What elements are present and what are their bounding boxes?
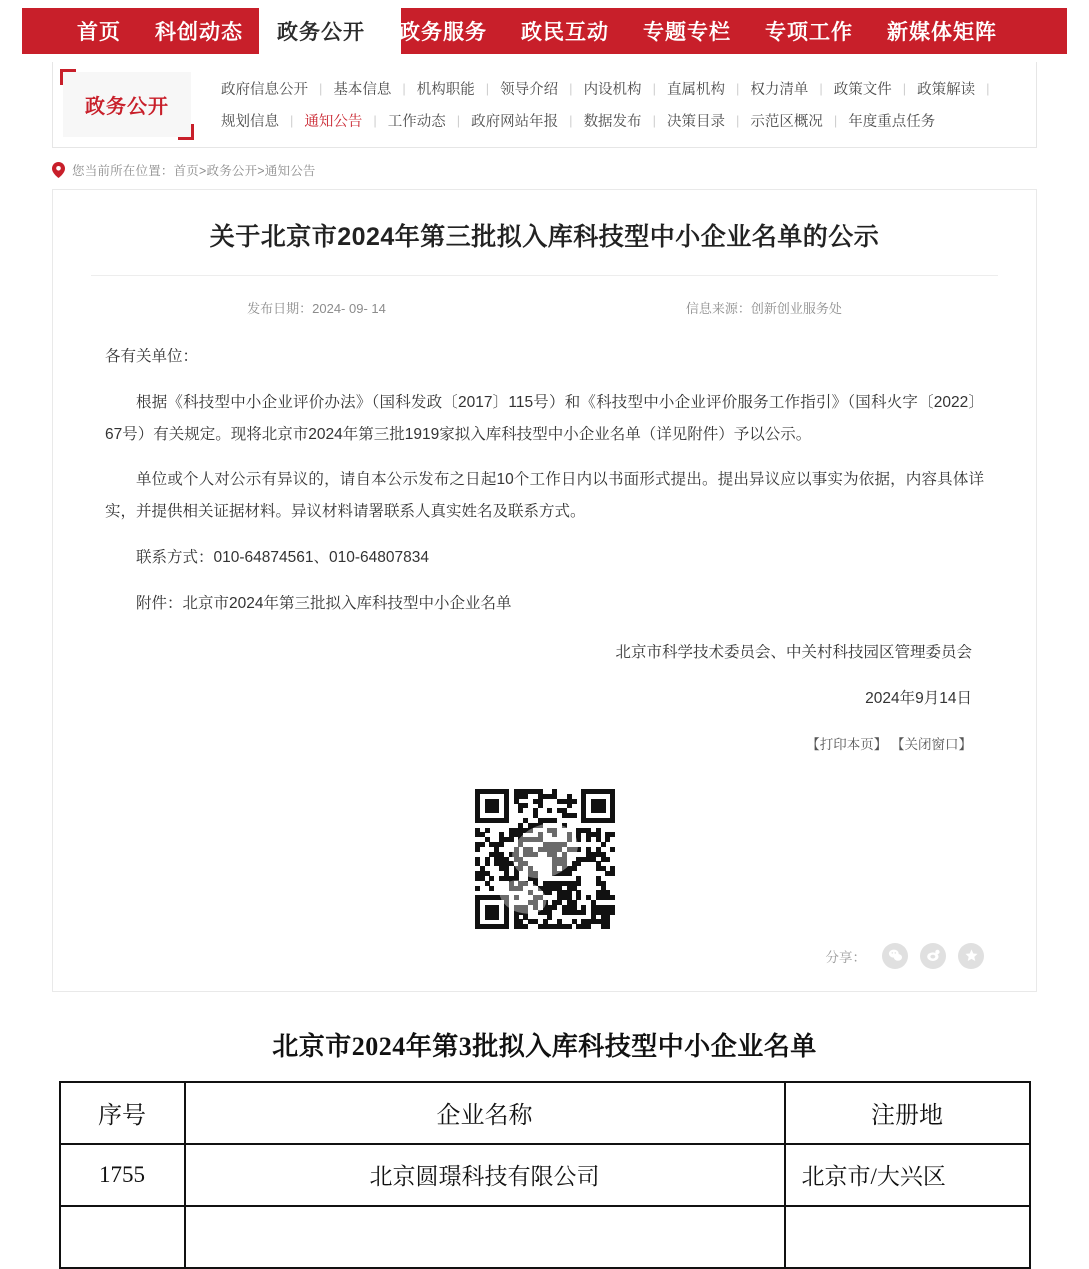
attachment-section	[0, 1026, 1089, 1269]
subnav-separator: |	[456, 113, 461, 128]
table-row	[60, 1206, 1030, 1268]
subnav-separator: |	[833, 113, 838, 128]
top-navigation-bar	[0, 0, 1089, 62]
weibo-share-icon[interactable]	[920, 943, 946, 969]
signature-issuer: 北京市科学技术委员会、中关村科技园区管理委员会	[615, 644, 972, 662]
subnav-badge-label: 政务公开	[85, 96, 169, 118]
attachment-title: 北京市2024年第3批拟入库科技型中小企业名单	[272, 1031, 817, 1061]
topnav-item-1[interactable]: 科创动态	[155, 21, 243, 44]
topnav-item-3[interactable]: 政务服务	[399, 21, 487, 44]
share-label: 分享：	[825, 949, 866, 965]
subnav-separator: |	[735, 113, 740, 128]
breadcrumb	[52, 161, 1037, 179]
subnav-separator: |	[986, 81, 990, 96]
publish-date	[247, 298, 386, 317]
column-header-registration: 注册地	[785, 1082, 1030, 1144]
badge-corner-top-left-icon	[60, 69, 76, 85]
subnav-separator: |	[373, 113, 377, 128]
page-title: 关于北京市2024年第三批拟入库科技型中小企业名单的公示	[209, 223, 880, 251]
subnav-separator: |	[569, 113, 573, 128]
source-value: 创新创业服务处	[750, 301, 842, 316]
sub-navigation-panel	[52, 62, 1037, 148]
subnav-separator: |	[402, 81, 406, 96]
subnav-link-决策目录[interactable]: 决策目录	[666, 114, 725, 130]
subnav-row-1	[221, 78, 1030, 99]
subnav-separator: |	[652, 81, 656, 96]
subnav-link-政策文件[interactable]: 政策文件	[833, 82, 892, 98]
article-paragraph-objection: 单位或个人对公示有异议的，请自本公示发布之日起10个工作日内以书面形式提出。提出异议应以事实为依据，内容具体详实，并提供相关证据材料。异议材料请署联系人真实姓名及联系方式。	[105, 471, 984, 521]
badge-corner-bottom-right-icon	[178, 124, 194, 140]
qr-code-container	[91, 789, 998, 929]
wechat-share-icon[interactable]	[882, 943, 908, 969]
subnav-section-badge	[63, 72, 191, 137]
column-header-company: 企业名称	[185, 1082, 785, 1144]
subnav-link-政府信息公开[interactable]: 政府信息公开	[221, 82, 308, 98]
table-cell	[60, 1206, 185, 1268]
subnav-link-领导介绍[interactable]: 领导介绍	[500, 82, 559, 98]
subnav-link-权力清单[interactable]: 权力清单	[750, 82, 809, 98]
subnav-link-政策解读[interactable]: 政策解读	[917, 82, 976, 98]
table-cell: 北京圆璟科技有限公司	[185, 1144, 785, 1206]
topnav-item-5[interactable]: 专题专栏	[643, 21, 731, 44]
breadcrumb-text[interactable]: 您当前所在位置：首页>政务公开>通知公告	[72, 164, 316, 178]
article-meta	[91, 275, 998, 335]
topnav-item-6[interactable]: 专项工作	[765, 21, 853, 44]
article-body	[91, 335, 998, 619]
close-window-button[interactable]: 【关闭窗口】	[891, 736, 972, 752]
subnav-separator: |	[569, 81, 573, 96]
subnav-separator: |	[652, 113, 656, 128]
table-header-row	[60, 1082, 1030, 1144]
subnav-link-groups	[191, 62, 1036, 147]
subnav-link-基本信息[interactable]: 基本信息	[333, 82, 392, 98]
subnav-separator: |	[485, 81, 490, 96]
article-paragraph-attachment: 附件：北京市2024年第三批拟入库科技型中小企业名单	[136, 594, 512, 612]
topnav-item-7[interactable]: 新媒体矩阵	[887, 21, 997, 44]
topnav-item-4[interactable]: 政民互动	[521, 21, 609, 44]
source-label: 信息来源：	[685, 301, 751, 316]
subnav-separator: |	[735, 81, 740, 96]
subnav-separator: |	[819, 81, 823, 96]
article-signature-block	[91, 637, 972, 758]
subnav-link-规划信息[interactable]: 规划信息	[221, 114, 279, 130]
subnav-link-政府网站年报[interactable]: 政府网站年报	[471, 114, 559, 130]
subnav-link-内设机构[interactable]: 内设机构	[583, 82, 642, 98]
article-paragraph-basis: 根据《科技型中小企业评价办法》（国科发政〔2017〕115号）和《科技型中小企业评价服务工作指引》（国科火字〔2022〕67号）有关规定。现将北京市2024年第三批1919家拟入库科技型中小企业名单（详见附件）予以公示。	[105, 393, 984, 443]
table-row	[60, 1144, 1030, 1206]
subnav-link-机构职能[interactable]: 机构职能	[416, 82, 475, 98]
subnav-link-年度重点任务[interactable]: 年度重点任务	[848, 114, 936, 130]
subnav-separator: |	[290, 113, 294, 128]
subnav-link-通知公告[interactable]: 通知公告	[304, 114, 363, 130]
subnav-row-2	[221, 110, 1030, 131]
location-pin-icon	[52, 162, 65, 178]
topnav-item-0[interactable]: 首页	[77, 21, 121, 44]
article-source	[686, 298, 842, 317]
subnav-link-示范区概况[interactable]: 示范区概况	[750, 114, 823, 130]
share-bar	[91, 943, 984, 969]
subnav-separator: |	[319, 81, 323, 96]
favorite-share-icon[interactable]	[958, 943, 984, 969]
table-cell	[785, 1206, 1030, 1268]
signature-date: 2024年9月14日	[865, 690, 972, 708]
topnav-item-list	[0, 8, 1089, 54]
subnav-separator: |	[902, 81, 907, 96]
table-cell: 1755	[60, 1144, 185, 1206]
subnav-link-数据发布[interactable]: 数据发布	[583, 114, 642, 130]
subnav-link-工作动态[interactable]: 工作动态	[387, 114, 446, 130]
article-card	[52, 189, 1037, 992]
subnav-link-直属机构[interactable]: 直属机构	[666, 82, 725, 98]
topnav-item-2[interactable]: 政务公开	[260, 8, 382, 54]
article-paragraph-contact: 联系方式：010-64874561、010-64807834	[136, 548, 429, 566]
enterprise-list-table	[59, 1081, 1031, 1269]
table-cell	[185, 1206, 785, 1268]
article-paragraph-salutation: 各有关单位：	[105, 348, 199, 365]
column-header-index: 序号	[60, 1082, 185, 1144]
publish-date-label: 发布日期：	[247, 301, 313, 316]
print-page-button[interactable]: 【打印本页】	[806, 736, 888, 752]
article-actions	[91, 731, 972, 759]
table-cell: 北京市/大兴区	[785, 1144, 1030, 1206]
qr-code	[475, 789, 615, 929]
publish-date-value: 2024- 09- 14	[312, 301, 386, 316]
